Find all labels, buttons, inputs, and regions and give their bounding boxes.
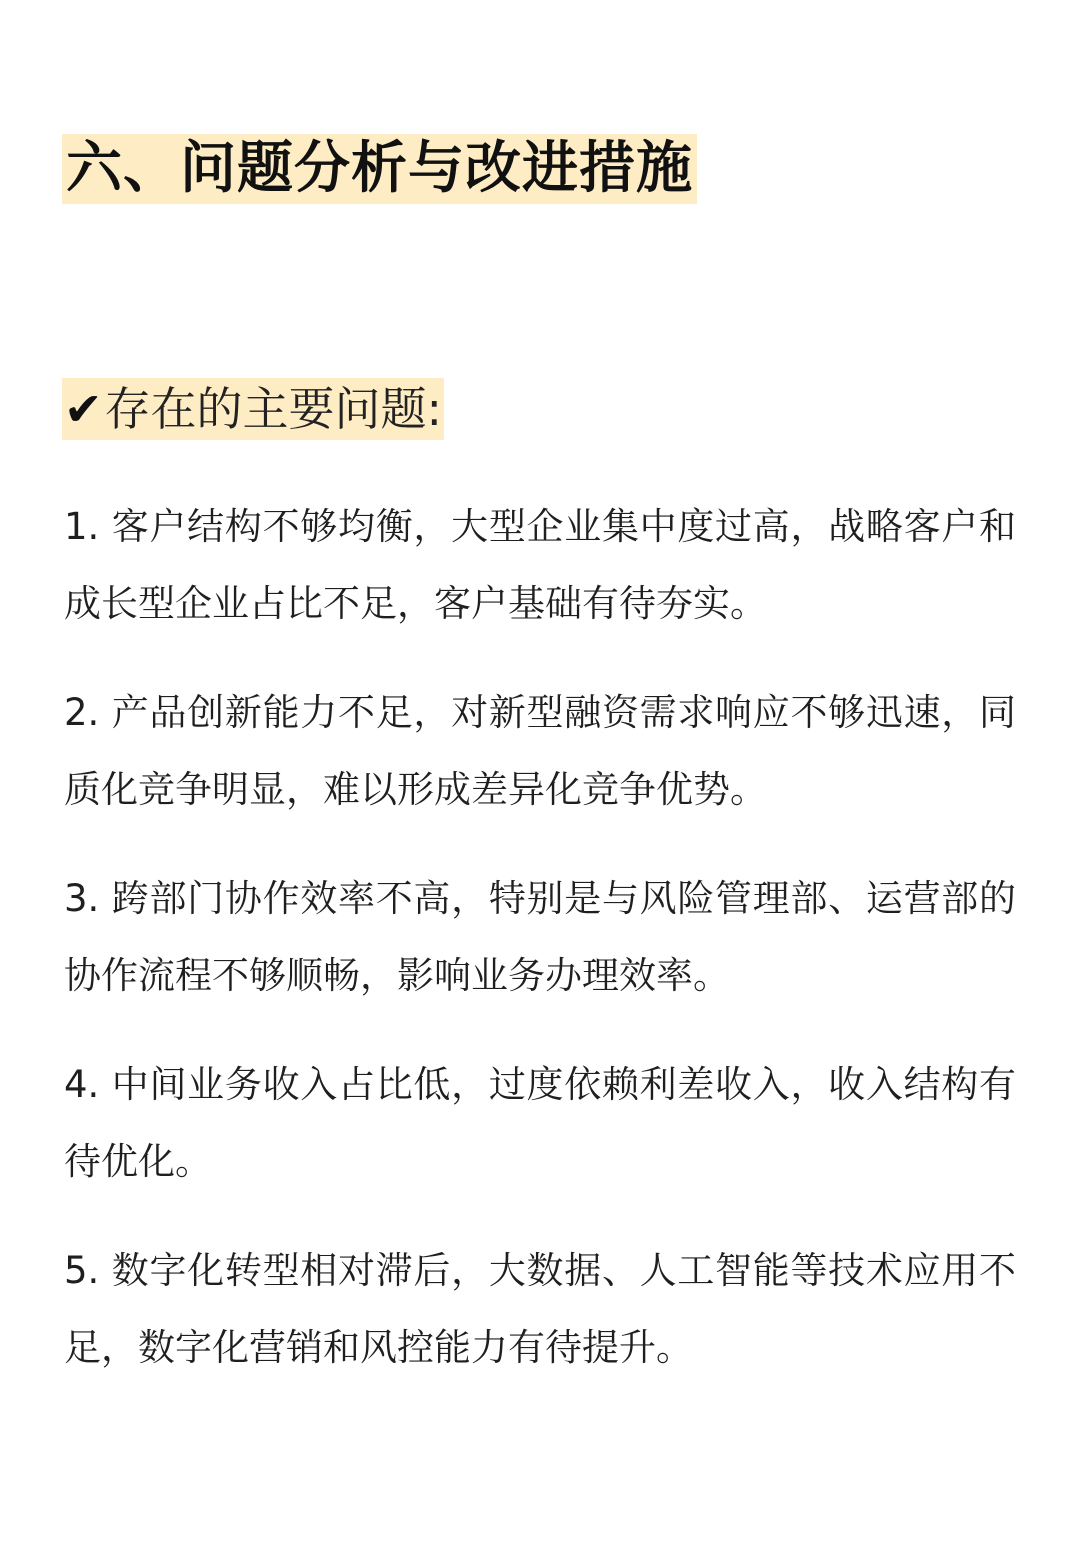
section-title: 六、问题分析与改进措施 — [62, 134, 697, 204]
subheading-text: 存在的主要问题: — [104, 382, 443, 436]
list-item: 1. 客户结构不够均衡，大型企业集中度过高，战略客户和成长型企业占比不足，客户基础有待夯实。 — [64, 505, 1016, 625]
list-item: 5. 数字化转型相对滞后，大数据、人工智能等技术应用不足，数字化营销和风控能力有待提升。 — [64, 1249, 1016, 1369]
list-item: 4. 中间业务收入占比低，过度依赖利差收入，收入结构有待优化。 — [64, 1063, 1016, 1183]
checkmark-icon: ✔ — [64, 382, 103, 436]
list-item: 3. 跨部门协作效率不高，特别是与风险管理部、运营部的协作流程不够顺畅，影响业务办理效率。 — [64, 877, 1016, 997]
problem-list — [64, 488, 1016, 1418]
subheading — [62, 378, 444, 440]
list-item: 2. 产品创新能力不足，对新型融资需求响应不够迅速，同质化竞争明显，难以形成差异化竞争优势。 — [64, 691, 1016, 811]
